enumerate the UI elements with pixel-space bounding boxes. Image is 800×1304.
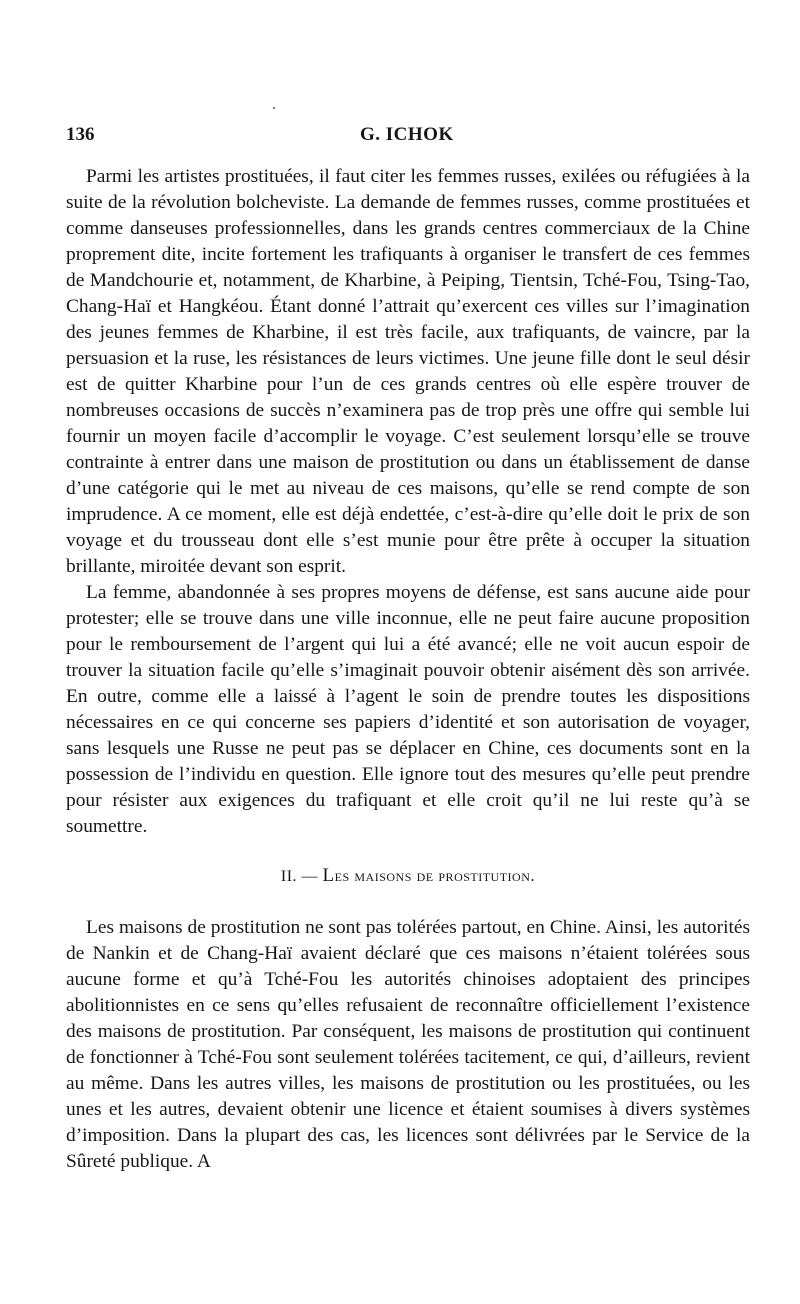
running-title: G. ICHOK bbox=[360, 124, 454, 145]
page-number: 136 bbox=[66, 124, 95, 145]
section-title: es maisons de prostitution. bbox=[334, 866, 536, 885]
section-dash: — bbox=[301, 868, 319, 885]
body-paragraph: Parmi les artistes prostituées, il faut citer les femmes russes, exilées ou réfugiées à la suite de la révolution bolcheviste. La demande de femmes russes, comme prostituées et comme danseuses professionnelles, dans les grands centres commerciaux de la Chine proprement dite, incite fortement les trafiquants à organiser le transfert de ces femmes de Mandchourie et, notamment, de Kharbine, à Peiping, Tientsin, Tché-Fou, Tsing-Tao, Chang-Haï et Hangkéou. Étant donné l’attrait qu’exercent ces villes sur l’imagination des jeunes femmes de Kharbine, il est très facile, aux trafiquants, de vaincre, par la persuasion et la ruse, les résistances de leurs victimes. Une jeune fille dont le seul désir est de quitter Kharbine pour l’un de ces grands centres où elle espère trouver de nombreuses occasions de succès n’examinera pas de trop près une offre qui semble lui fournir un moyen facile d’accomplir le voyage. C’est seulement lorsqu’elle se trouve contrainte à entrer dans une maison de prostitution ou dans un établissement de danse d’une catégorie qui le met au niveau de ces maisons, qu’elle se rend compte de son imprudence. A ce moment, elle est déjà endettée, c’est-à-dire qu’elle doit le prix de son voyage et du trousseau dont elle s’est munie pour être prête à occuper la situation brillante, miroitée devant son esprit. bbox=[66, 166, 750, 577]
body-paragraph: La femme, abandonnée à ses propres moyens de défense, est sans aucune aide pour protester; elle se trouve dans une ville inconnue, elle ne peut faire aucune proposition pour le remboursement de l’argent qui lui a été avancé; elle ne voit aucun espoir de trouver la situation facile qu’elle s’imaginait pouvoir obtenir aisément dès son arrivée. En outre, comme elle a laissé à l’agent le soin de prendre toutes les dispositions nécessaires en ce qui concerne ses papiers d’identité et son autorisation de voyager, sans lesquels une Russe ne peut pas se déplacer en Chine, ces documents sont en la possession de l’individu en question. Elle ignore tout des mesures qu’elle peut prendre pour résister aux exigences du trafiquant et elle croit qu’il ne lui reste qu’à se soumettre. bbox=[66, 582, 750, 837]
section-heading bbox=[66, 865, 750, 888]
section-title-initial: L bbox=[322, 865, 335, 886]
body-paragraph: Les maisons de prostitution ne sont pas tolérées partout, en Chine. Ainsi, les autorités de Nankin et de Chang-Haï avaient déclaré que ces maisons n’étaient tolérées sous aucune forme et qu’à Tché-Fou les autorités chinoises adoptaient des principes abolitionnistes en ce sens qu’elles refusaient de reconnaître officiellement l’existence des maisons de prostitution. Par conséquent, les maisons de prostitution qui continuent de fonctionner à Tché-Fou sont seulement tolérées tacitement, ce qui, d’ailleurs, revient au même. Dans les autres villes, les maisons de prostitution ou les prostituées, ou les unes et les autres, devaient obtenir une licence et étaient soumises à divers systèmes d’imposition. Dans la plupart des cas, les licences sont délivrées par le Service de la Sûreté publique. A bbox=[66, 917, 750, 1172]
section-number: II. bbox=[280, 868, 298, 885]
print-speck bbox=[273, 107, 275, 109]
running-head bbox=[66, 120, 750, 150]
book-page bbox=[66, 120, 750, 1175]
